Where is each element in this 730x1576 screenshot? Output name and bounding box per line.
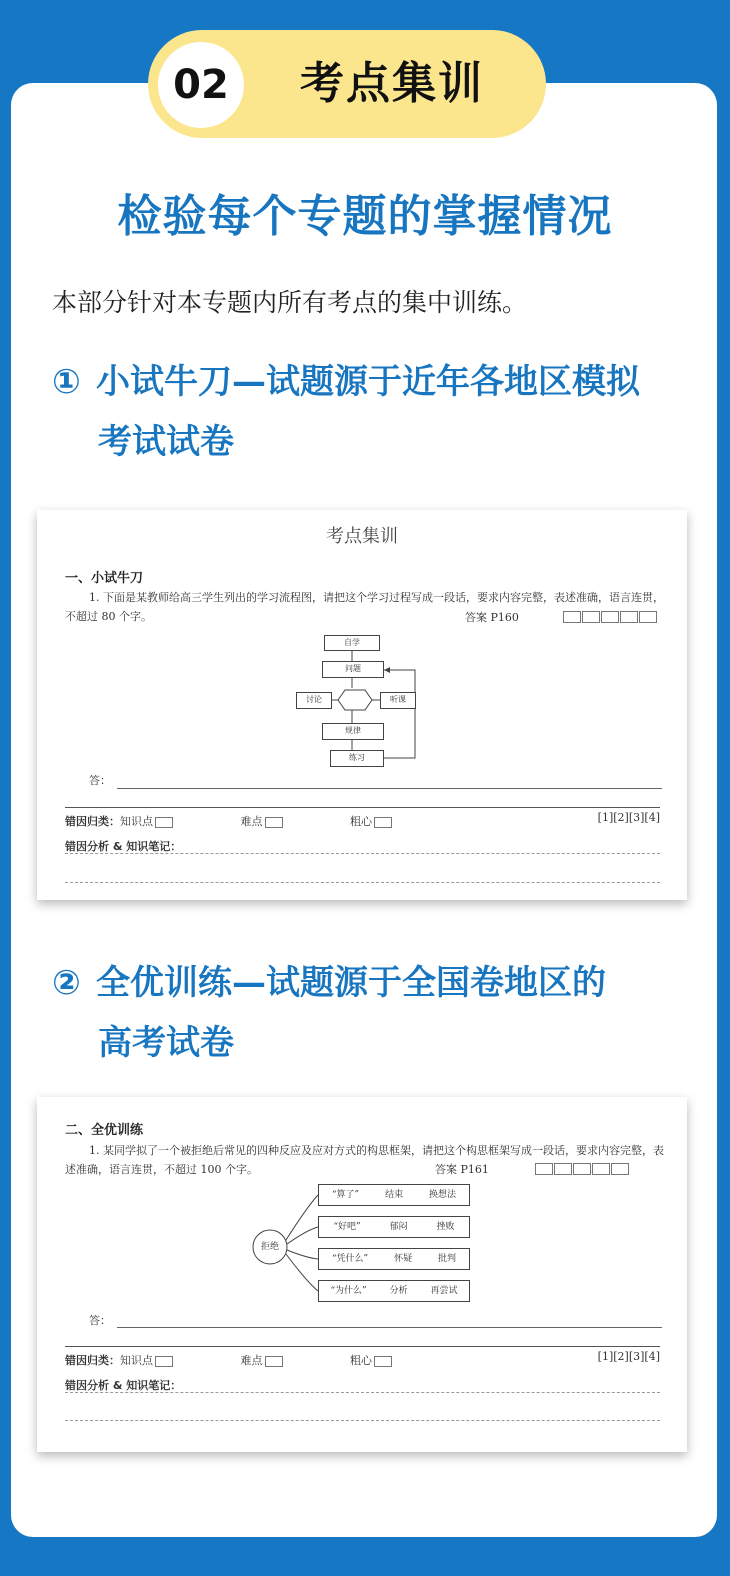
section2-number: ② (52, 963, 81, 1003)
notes-label: 错因分析 & 知识笔记： (65, 1379, 182, 1392)
flow-node-b: 问题 (322, 661, 384, 678)
mind-row-2-a: “好吧” (333, 1222, 361, 1232)
notes-line-1 (65, 853, 660, 854)
notes-line-1 (65, 1392, 660, 1393)
answer-reference: 答案 P161 (435, 1163, 489, 1176)
flow-node-a: 自学 (324, 635, 380, 651)
error-item-3: 粗心 (350, 1354, 372, 1367)
mind-row-3-a: “凭什么” (331, 1254, 369, 1264)
sample-page-1 (37, 510, 687, 900)
section1-number: ① (52, 362, 81, 402)
paper-subtitle: 一、小试牛刀 (65, 571, 144, 586)
mind-center: 拒绝 (260, 1242, 279, 1252)
flow-node-c: 讨论 (296, 692, 332, 709)
error-checkbox-2[interactable] (265, 817, 283, 828)
answer-label: 答： (89, 774, 111, 787)
score-boxes (534, 1163, 629, 1175)
error-checkbox-3[interactable] (374, 1356, 392, 1367)
intro-text: 本部分针对本专题内所有考点的集中训练。 (52, 288, 528, 317)
error-checkbox-3[interactable] (374, 817, 392, 828)
flow-node-f: 练习 (330, 750, 384, 767)
mind-row-2-b: 郁闷 (389, 1222, 408, 1232)
section1-line1: 小试牛刀—试题源于近年各地区模拟 (96, 362, 640, 402)
error-checkbox-1[interactable] (155, 817, 173, 828)
error-item-2: 难点 (240, 1354, 263, 1367)
mind-row-4-c: 再尝试 (430, 1286, 458, 1296)
error-category-row (65, 807, 660, 829)
question-text: 1. 某同学拟了一个被拒绝后常见的四种反应及应对方式的构思框架，请把这个构思框架写成一段话，要求内容完整，表述准确，语言连贯，不超过 100 个字。 (65, 1144, 664, 1176)
mind-row-3-c: 批判 (438, 1254, 457, 1264)
sample-page-2 (37, 1097, 687, 1452)
notes-label: 错因分析 & 知识笔记： (65, 840, 182, 853)
mind-map (252, 1182, 472, 1307)
error-item-3: 粗心 (350, 815, 372, 828)
mind-row-2 (318, 1216, 470, 1238)
mind-row-1-c: 换想法 (429, 1190, 457, 1200)
notes-line-2 (65, 882, 660, 883)
section1-title (52, 352, 640, 472)
error-checkbox-1[interactable] (155, 1356, 173, 1367)
paper-subtitle: 二、全优训练 (65, 1123, 144, 1138)
section2-line2: 高考试卷 (98, 1023, 234, 1063)
mind-row-1 (318, 1184, 470, 1206)
error-item-1: 知识点 (120, 815, 153, 828)
flow-node-d: 听课 (380, 692, 416, 709)
mind-row-4-b: 分析 (389, 1286, 408, 1296)
answer-line (117, 1327, 662, 1328)
level-tags: [1][2][3][4] (597, 1350, 660, 1363)
notes-line-2 (65, 1420, 660, 1421)
error-item-1: 知识点 (120, 1354, 153, 1367)
flow-node-e: 规律 (322, 723, 384, 740)
error-item-2: 难点 (240, 815, 263, 828)
error-checkbox-2[interactable] (265, 1356, 283, 1367)
error-category-label: 错因归类： (65, 1354, 120, 1367)
error-category-label: 错因归类： (65, 815, 120, 828)
error-category-row (65, 1346, 660, 1368)
mind-row-4-a: “为什么” (330, 1286, 367, 1296)
page-headline: 检验每个专题的掌握情况 (117, 191, 613, 242)
mind-row-2-c: 挫败 (436, 1222, 455, 1232)
score-boxes (562, 611, 657, 623)
answer-reference: 答案 P160 (465, 611, 519, 624)
badge-number: 02 (158, 42, 244, 128)
badge-title: 考点集训 (300, 58, 484, 109)
level-tags: [1][2][3][4] (597, 811, 660, 824)
paper-title: 考点集训 (326, 526, 398, 547)
mind-row-3 (318, 1248, 470, 1270)
mind-row-1-a: “算了” (331, 1190, 360, 1200)
section2-line1: 全优训练—试题源于全国卷地区的 (96, 963, 606, 1003)
section2-title (52, 953, 606, 1073)
mind-row-3-b: 怀疑 (394, 1254, 413, 1264)
mind-row-1-b: 结束 (385, 1190, 404, 1200)
answer-label: 答： (89, 1314, 111, 1327)
section1-line2: 考试试卷 (98, 422, 234, 462)
flowchart (290, 630, 440, 775)
mind-row-4 (318, 1280, 470, 1302)
question-text: 1. 下面是某教师给高三学生列出的学习流程图，请把这个学习过程写成一段话，要求内容完整，表述准确，语言连贯，不超过 80 个字。 (65, 591, 664, 623)
answer-line (117, 788, 662, 789)
